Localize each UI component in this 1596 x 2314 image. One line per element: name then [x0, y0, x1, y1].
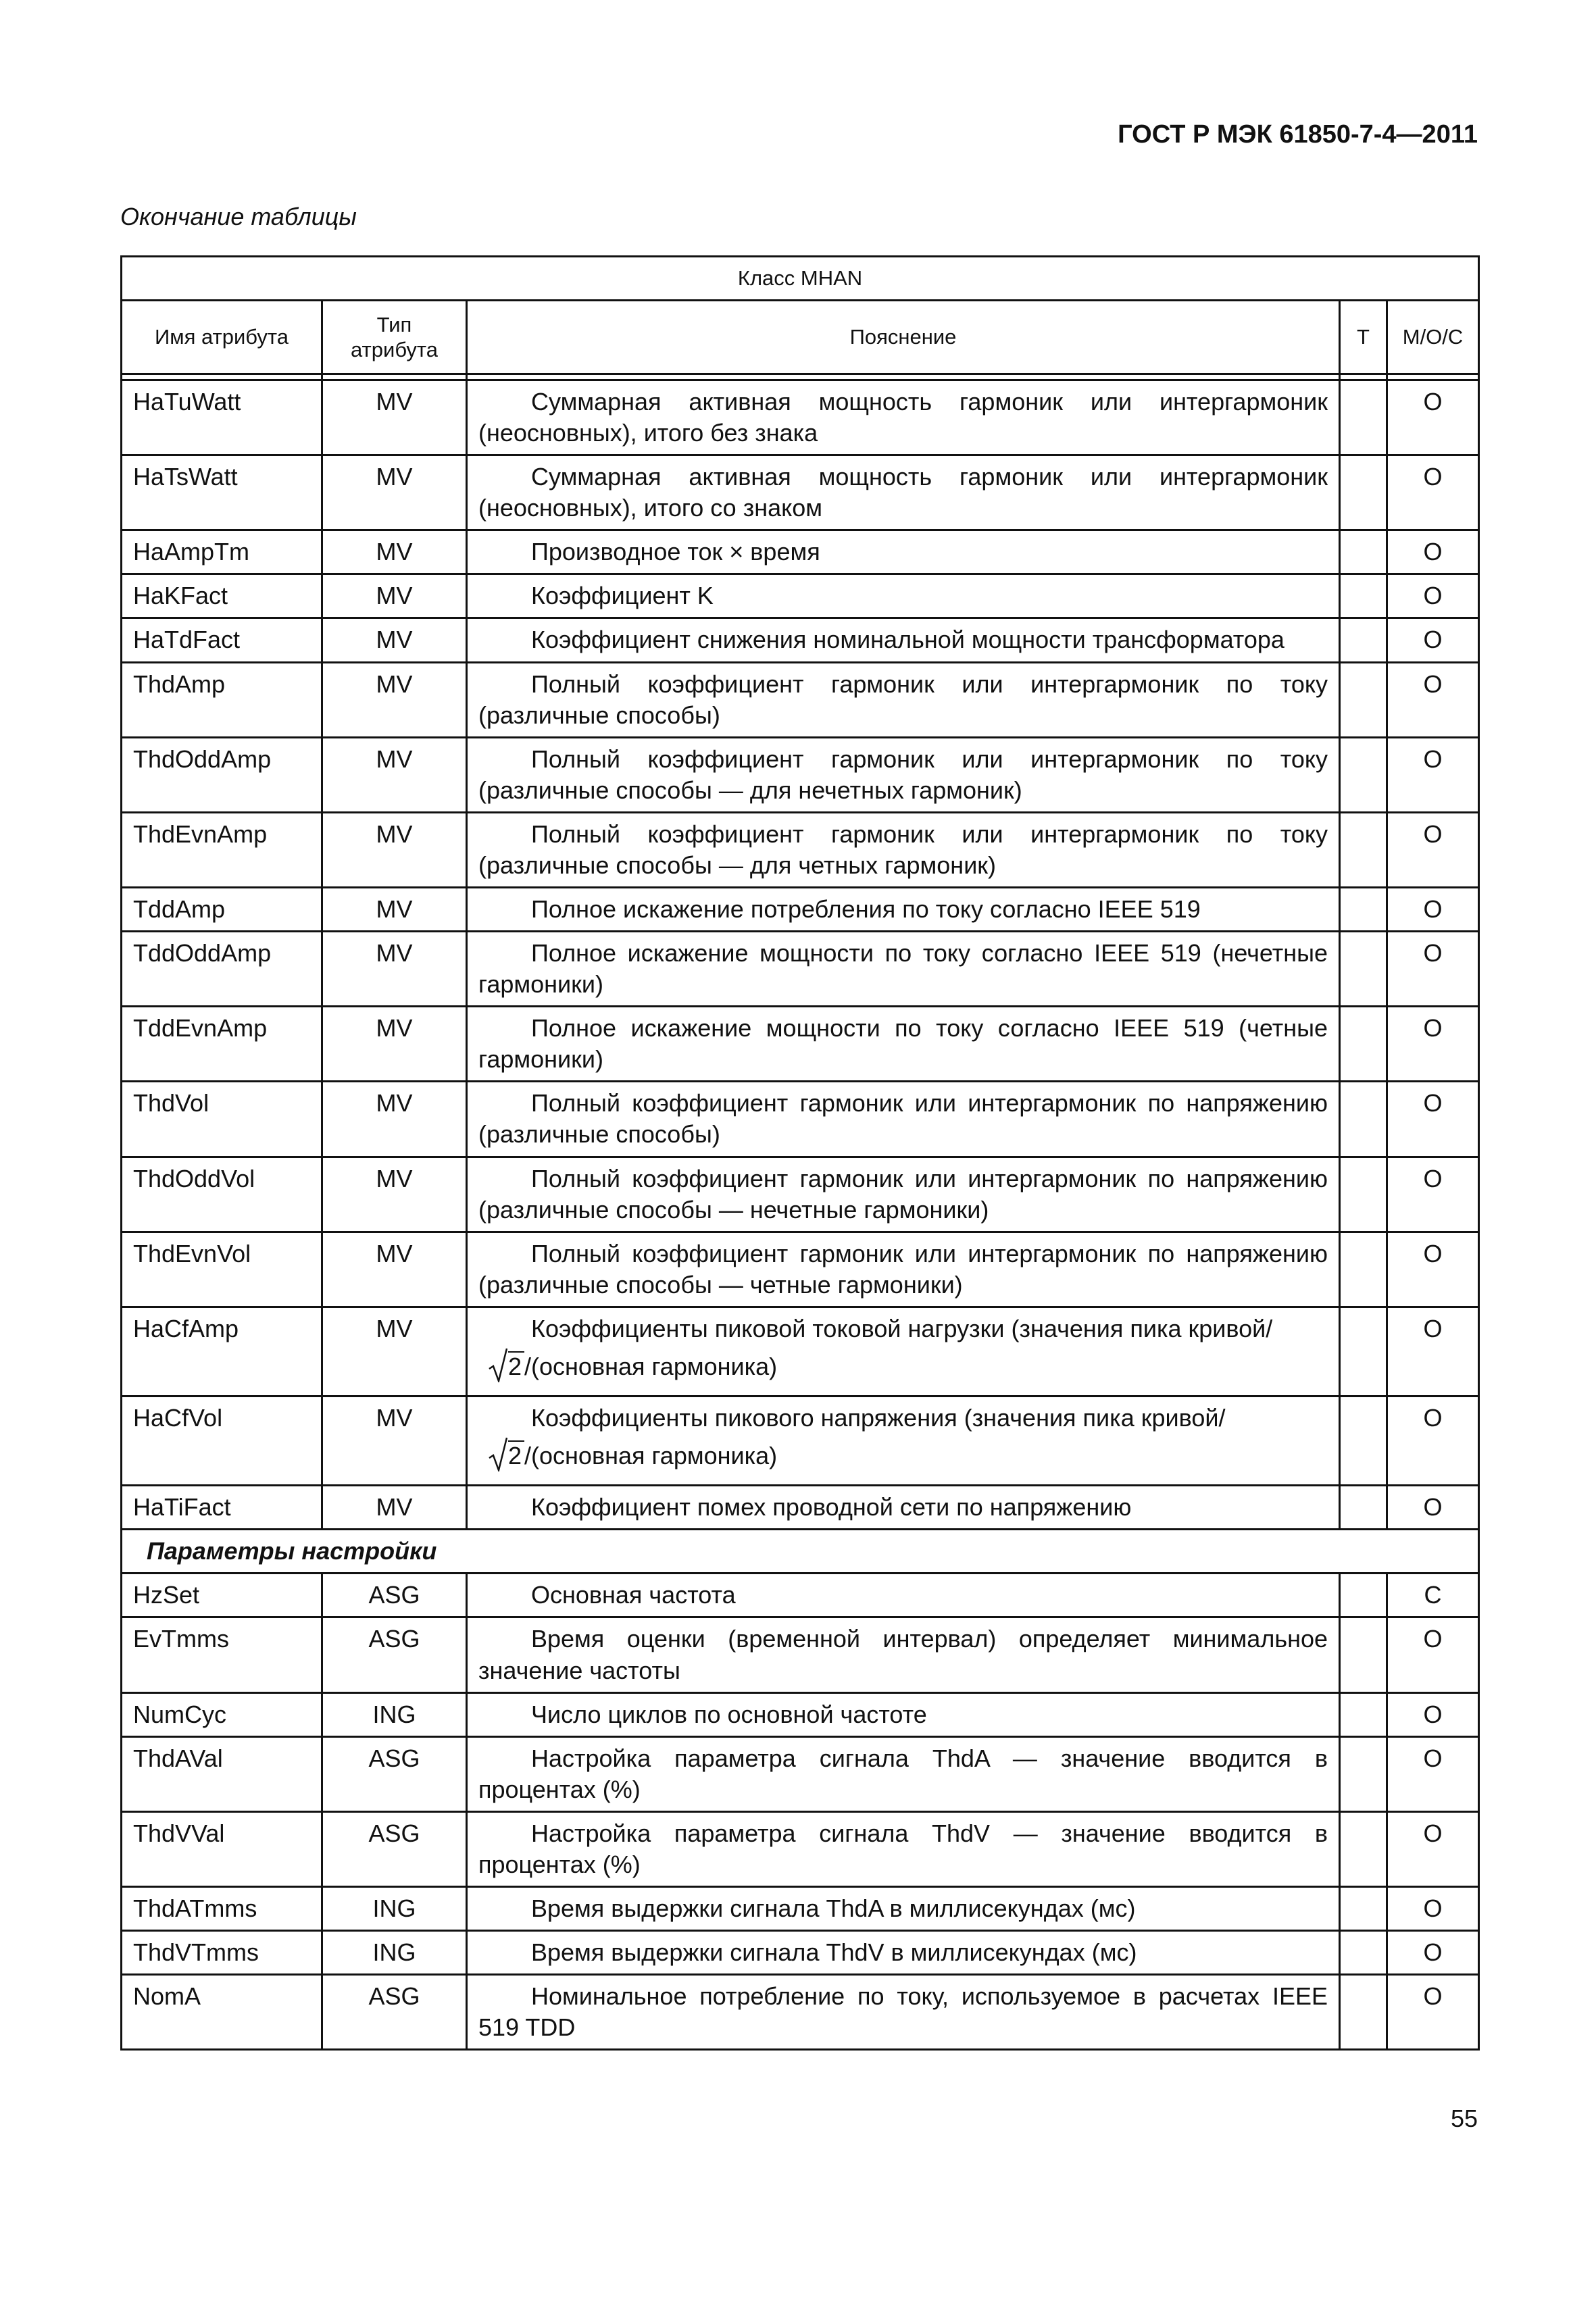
attr-name-cell: HaTiFact — [122, 1486, 322, 1530]
attr-type-cell: MV — [322, 455, 467, 530]
attr-name-cell: HaTsWatt — [122, 455, 322, 530]
col-header-name: Имя атрибута — [122, 301, 322, 374]
description-text: Полное искажение мощности по току согласно IEEE 519 (нечетные гармоники) — [478, 939, 1328, 999]
description-cell — [467, 888, 1340, 932]
t-cell — [1340, 737, 1387, 812]
table-row — [122, 1157, 1479, 1232]
description-cell — [467, 455, 1340, 530]
table-row — [122, 1931, 1479, 1975]
description-cell — [467, 1886, 1340, 1930]
attr-name-cell: HaKFact — [122, 574, 322, 618]
attr-name-cell: ThdVol — [122, 1082, 322, 1157]
description-text: Основная частота — [531, 1581, 736, 1609]
description-text: Полный коэффициент гармоник или интергармоник по напряжению (различные способы — нечетные гармоники) — [478, 1164, 1328, 1224]
moc-cell: O — [1387, 1736, 1479, 1811]
attr-type-cell: ASG — [322, 1617, 467, 1692]
table-row — [122, 1397, 1479, 1486]
attr-type-cell: ASG — [322, 1574, 467, 1617]
description-cell — [467, 1975, 1340, 2050]
attr-name-cell: TddAmp — [122, 888, 322, 932]
t-cell — [1340, 1486, 1387, 1530]
attr-name-cell: TddEvnAmp — [122, 1007, 322, 1082]
description-cell — [467, 1617, 1340, 1692]
attr-name-cell: ThdAVal — [122, 1736, 322, 1811]
t-cell — [1340, 888, 1387, 932]
description-text: Настройка параметра сигнала ThdV — значение вводится в процентах (%) — [478, 1819, 1328, 1878]
moc-cell: O — [1387, 932, 1479, 1007]
table-row — [122, 1811, 1479, 1886]
moc-cell: O — [1387, 1157, 1479, 1232]
attr-name-cell: HzSet — [122, 1574, 322, 1617]
attr-name-cell: ThdEvnVol — [122, 1232, 322, 1307]
t-cell — [1340, 1007, 1387, 1082]
attr-name-cell: HaAmpTm — [122, 530, 322, 574]
page-number: 55 — [1450, 2105, 1478, 2132]
t-cell — [1340, 1931, 1387, 1975]
header-spacer — [122, 374, 1479, 380]
attr-name-cell: HaTuWatt — [122, 380, 322, 455]
t-cell — [1340, 1692, 1387, 1736]
table-row — [122, 1574, 1479, 1617]
table-class-header — [122, 257, 1479, 301]
sqrt-icon — [488, 1436, 508, 1472]
t-cell — [1340, 1886, 1387, 1930]
t-cell — [1340, 1975, 1387, 2050]
description-text: Коэффициенты пиковой токовой нагрузки (значения пика кривой/ — [531, 1314, 1273, 1342]
moc-cell: O — [1387, 1811, 1479, 1886]
description-cell — [467, 1931, 1340, 1975]
col-header-description: Пояснение — [467, 301, 1340, 374]
t-cell — [1340, 618, 1387, 662]
attr-type-cell: MV — [322, 737, 467, 812]
t-cell — [1340, 932, 1387, 1007]
attr-type-cell: MV — [322, 932, 467, 1007]
moc-cell: C — [1387, 1574, 1479, 1617]
attr-name-cell: ThdVTmms — [122, 1931, 322, 1975]
description-text: Полный коэффициент гармоник или интергармоник по напряжению (различные способы) — [478, 1089, 1328, 1149]
attr-type-cell: MV — [322, 888, 467, 932]
description-text: Полный коэффициент гармоник или интергармоник по напряжению (различные способы — четные гармоники) — [478, 1239, 1328, 1299]
moc-cell: O — [1387, 1007, 1479, 1082]
table-row — [122, 1307, 1479, 1396]
description-cell — [467, 812, 1340, 887]
moc-cell: O — [1387, 1886, 1479, 1930]
attr-type-cell: MV — [322, 380, 467, 455]
description-cell — [467, 1307, 1340, 1396]
attr-type-cell: MV — [322, 574, 467, 618]
description-text: Полное искажение мощности по току согласно IEEE 519 (четные гармоники) — [478, 1014, 1328, 1074]
attr-type-cell: MV — [322, 1082, 467, 1157]
description-cell — [467, 1811, 1340, 1886]
t-cell — [1340, 662, 1387, 737]
attr-type-cell: ASG — [322, 1811, 467, 1886]
attr-name-cell: TddOddAmp — [122, 932, 322, 1007]
attr-name-cell: ThdOddAmp — [122, 737, 322, 812]
sqrt-value: 2 — [508, 1351, 524, 1380]
t-cell — [1340, 1617, 1387, 1692]
table-row — [122, 662, 1479, 737]
description-text: Коэффициент снижения номинальной мощности трансформатора — [531, 626, 1285, 654]
table-row — [122, 574, 1479, 618]
t-cell — [1340, 812, 1387, 887]
attr-type-cell: MV — [322, 618, 467, 662]
table-row — [122, 932, 1479, 1007]
attr-name-cell: ThdOddVol — [122, 1157, 322, 1232]
table-row — [122, 1692, 1479, 1736]
attr-type-cell: MV — [322, 1397, 467, 1486]
attr-name-cell: NomA — [122, 1975, 322, 2050]
description-text: Суммарная активная мощность гармоник или интергармоник (неосновных), итого со знаком — [478, 463, 1328, 522]
sqrt-value: 2 — [508, 1440, 524, 1469]
t-cell — [1340, 1307, 1387, 1396]
col-header-type-line1: Тип — [376, 312, 412, 336]
description-cell — [467, 1232, 1340, 1307]
table-row — [122, 888, 1479, 932]
t-cell — [1340, 1082, 1387, 1157]
description-cell — [467, 618, 1340, 662]
description-cell — [467, 1157, 1340, 1232]
attr-type-cell: ASG — [322, 1736, 467, 1811]
description-text: Производное ток × время — [531, 538, 820, 566]
attr-name-cell: ThdAmp — [122, 662, 322, 737]
moc-cell: O — [1387, 530, 1479, 574]
attr-name-cell: ThdATmms — [122, 1886, 322, 1930]
description-cell — [467, 1692, 1340, 1736]
attr-name-cell: ThdEvnAmp — [122, 812, 322, 887]
moc-cell: O — [1387, 1397, 1479, 1486]
moc-cell: O — [1387, 1232, 1479, 1307]
moc-cell: O — [1387, 380, 1479, 455]
description-text: Число циклов по основной частоте — [531, 1700, 927, 1728]
description-cell — [467, 380, 1340, 455]
description-cell — [467, 662, 1340, 737]
moc-cell: O — [1387, 455, 1479, 530]
attr-name-cell: HaTdFact — [122, 618, 322, 662]
moc-cell: O — [1387, 737, 1479, 812]
attr-type-cell: ING — [322, 1692, 467, 1736]
table-row — [122, 812, 1479, 887]
table-row — [122, 1617, 1479, 1692]
t-cell — [1340, 1574, 1387, 1617]
table-row — [122, 1886, 1479, 1930]
attr-type-cell: MV — [322, 1007, 467, 1082]
attr-type-cell: MV — [322, 530, 467, 574]
attr-type-cell: ASG — [322, 1975, 467, 2050]
t-cell — [1340, 380, 1387, 455]
moc-cell: O — [1387, 1486, 1479, 1530]
attr-type-cell: MV — [322, 1307, 467, 1396]
description-text: Коэффициент помех проводной сети по напряжению — [531, 1493, 1132, 1521]
sqrt-icon — [488, 1347, 508, 1382]
section-row — [122, 1530, 1479, 1574]
class-title: Класс MHAN — [122, 257, 1479, 301]
description-text: Полный коэффициент гармоник или интергармоник по току (различные способы) — [478, 670, 1328, 729]
moc-cell: O — [1387, 1931, 1479, 1975]
table-row — [122, 1486, 1479, 1530]
moc-cell: O — [1387, 1307, 1479, 1396]
attr-name-cell: EvTmms — [122, 1617, 322, 1692]
description-cell — [467, 1736, 1340, 1811]
description-cell — [467, 530, 1340, 574]
table-caption: Окончание таблицы — [120, 203, 357, 230]
col-header-moc: M/O/C — [1387, 301, 1479, 374]
attr-type-cell: MV — [322, 662, 467, 737]
description-text: Время выдержки сигнала ThdV в миллисекундах (мс) — [531, 1938, 1137, 1967]
moc-cell: O — [1387, 812, 1479, 887]
description-text: Номинальное потребление по току, используемое в расчетах IEEE 519 TDD — [478, 1982, 1328, 2042]
section-title: Параметры настройки — [122, 1530, 1479, 1574]
t-cell — [1340, 1811, 1387, 1886]
mhan-class-table — [120, 255, 1480, 2051]
description-cell — [467, 1007, 1340, 1082]
description-cell — [467, 932, 1340, 1007]
t-cell — [1340, 1157, 1387, 1232]
description-text: Полный коэффициент гармоник или интергармоник по току (различные способы — для четных гармоник) — [478, 820, 1328, 879]
description-text: Настройка параметра сигнала ThdA — значение вводится в процентах (%) — [478, 1744, 1328, 1803]
moc-cell: O — [1387, 1692, 1479, 1736]
description-text: Время оценки (временной интервал) определяет минимальное значение частоты — [478, 1625, 1328, 1684]
table-row — [122, 530, 1479, 574]
description-text: Полный коэффициент гармоник или интергармоник по току (различные способы — для нечетных гармоник) — [478, 745, 1328, 804]
t-cell — [1340, 1232, 1387, 1307]
table-row — [122, 380, 1479, 455]
table-row — [122, 1736, 1479, 1811]
description-text: Время выдержки сигнала ThdA в миллисекундах (мс) — [531, 1894, 1136, 1922]
description-cell — [467, 737, 1340, 812]
attr-type-cell: MV — [322, 1486, 467, 1530]
description-cell — [467, 1397, 1340, 1486]
description-text: Коэффициенты пикового напряжения (значения пика кривой/ — [531, 1404, 1226, 1432]
col-header-t: T — [1340, 301, 1387, 374]
description-cell — [467, 574, 1340, 618]
col-header-type — [322, 301, 467, 374]
attr-type-cell: MV — [322, 1157, 467, 1232]
moc-cell: O — [1387, 662, 1479, 737]
description-cell — [467, 1082, 1340, 1157]
description-cell — [467, 1574, 1340, 1617]
table-row — [122, 1232, 1479, 1307]
table-row — [122, 1007, 1479, 1082]
attr-type-cell: ING — [322, 1931, 467, 1975]
table-row — [122, 618, 1479, 662]
attr-name-cell: ThdVVal — [122, 1811, 322, 1886]
moc-cell: O — [1387, 1617, 1479, 1692]
moc-cell: O — [1387, 1975, 1479, 2050]
moc-cell: O — [1387, 574, 1479, 618]
attr-name-cell: HaCfVol — [122, 1397, 322, 1486]
attr-type-cell: MV — [322, 812, 467, 887]
moc-cell: O — [1387, 1082, 1479, 1157]
attr-name-cell: NumCyc — [122, 1692, 322, 1736]
moc-cell: O — [1387, 618, 1479, 662]
col-header-type-line2: атрибута — [351, 338, 438, 361]
t-cell — [1340, 1397, 1387, 1486]
table-row — [122, 1082, 1479, 1157]
description-text-continued: /(основная гармоника) — [524, 1442, 778, 1470]
table-row — [122, 455, 1479, 530]
t-cell — [1340, 455, 1387, 530]
t-cell — [1340, 530, 1387, 574]
table-row — [122, 737, 1479, 812]
standard-code: ГОСТ Р МЭК 61850-7-4—2011 — [1118, 120, 1478, 149]
table-row — [122, 1975, 1479, 2050]
description-text-continued: /(основная гармоника) — [524, 1353, 778, 1381]
attr-type-cell: ING — [322, 1886, 467, 1930]
table-column-header — [122, 301, 1479, 374]
moc-cell: O — [1387, 888, 1479, 932]
description-text: Полное искажение потребления по току согласно IEEE 519 — [531, 895, 1201, 924]
description-text: Суммарная активная мощность гармоник или интергармоник (неосновных), итого без знака — [478, 388, 1328, 447]
attr-type-cell: MV — [322, 1232, 467, 1307]
t-cell — [1340, 1736, 1387, 1811]
t-cell — [1340, 574, 1387, 618]
description-text: Коэффициент K — [531, 582, 714, 610]
description-cell — [467, 1486, 1340, 1530]
attr-name-cell: HaCfAmp — [122, 1307, 322, 1396]
